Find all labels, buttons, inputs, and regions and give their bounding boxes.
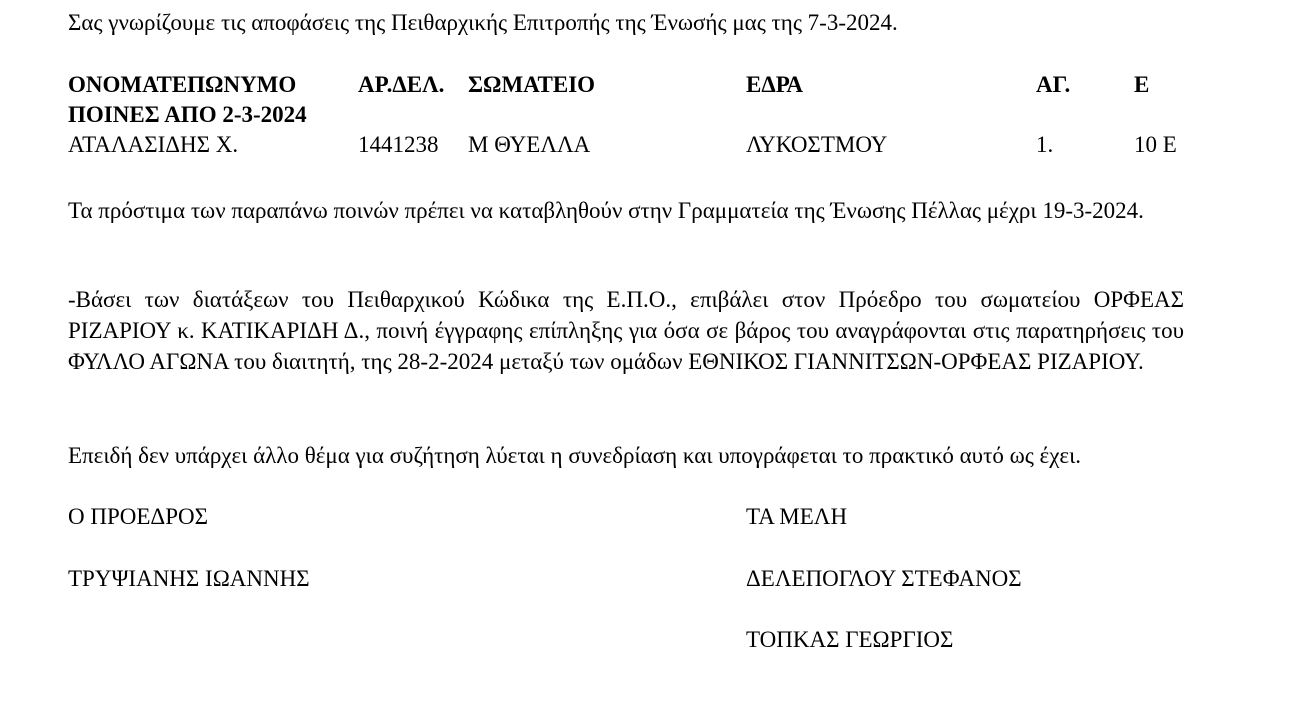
- closing-paragraph: Επειδή δεν υπάρχει άλλο θέμα για συζήτηση λύεται η συνεδρίαση και υπογράφεται το πρακτικό αυτό ως έχει.: [68, 443, 1082, 468]
- header-club: ΣΩΜΑΤΕΙΟ: [468, 72, 596, 97]
- row-games: 1.: [1036, 132, 1054, 157]
- header-id: ΑΡ.ΔΕΛ.: [358, 72, 445, 97]
- row-club: Μ ΘΥΕΛΛΑ: [468, 132, 591, 157]
- header-games: ΑΓ.: [1036, 72, 1071, 97]
- president-name: ΤΡΥΨΙΑΝΗΣ ΙΩΑΝΝΗΣ: [68, 566, 310, 591]
- row-fine: 10 Ε: [1134, 132, 1177, 157]
- members-title: ΤΑ ΜΕΛΗ: [746, 504, 848, 529]
- header-name: ΟΝΟΜΑΤΕΠΩΝΥΜΟ: [68, 72, 297, 97]
- fines-note: Τα πρόστιμα των παραπάνω ποινών πρέπει να καταβληθούν στην Γραμματεία της Ένωσης Πέλλας μέχρι 19-3-2024.: [68, 198, 1144, 223]
- member-name: ΔΕΛΕΠΟΓΛΟΥ ΣΤΕΦΑΝΟΣ: [746, 566, 1022, 591]
- header-seat: ΕΔΡΑ: [746, 72, 804, 97]
- member-name: ΤΟΠΚΑΣ ΓΕΩΡΓΙΟΣ: [746, 627, 954, 652]
- row-id: 1441238: [358, 132, 439, 157]
- decision-paragraph: -Βάσει των διατάξεων του Πειθαρχικού Κώδικα της Ε.Π.Ο., επιβάλει στον Πρόεδρο του σωματείου ΟΡΦΕΑΣ ΡΙΖΑΡΙΟΥ κ. ΚΑΤΙΚΑΡΙΔΗ Δ., ποινή έγγραφης επίπληξης για όσα σε βάρος του αναγράφονται στις παρατηρήσεις του ΦΥΛΛΟ ΑΓΩΝΑ του διαιτητή, της 28-2-2024 μεταξύ των ομάδων ΕΘΝΙΚΟΣ ΓΙΑΝΝΙΤΣΩΝ-ΟΡΦΕΑΣ ΡΙΖΑΡΙΟΥ.: [68, 287, 1184, 374]
- president-title: Ο ΠΡΟΕΔΡΟΣ: [68, 504, 208, 529]
- header-fine: Ε: [1134, 72, 1150, 97]
- intro-text: Σας γνωρίζουμε τις αποφάσεις της Πειθαρχικής Επιτροπής της Ένωσής μας της 7-3-2024.: [68, 10, 898, 35]
- row-name: ΑΤΑΛΑΣΙΔΗΣ Χ.: [68, 132, 239, 157]
- section-title: ΠΟΙΝΕΣ ΑΠΟ 2-3-2024: [68, 102, 307, 127]
- row-seat: ΛΥΚΟΣΤΜΟΥ: [746, 132, 888, 157]
